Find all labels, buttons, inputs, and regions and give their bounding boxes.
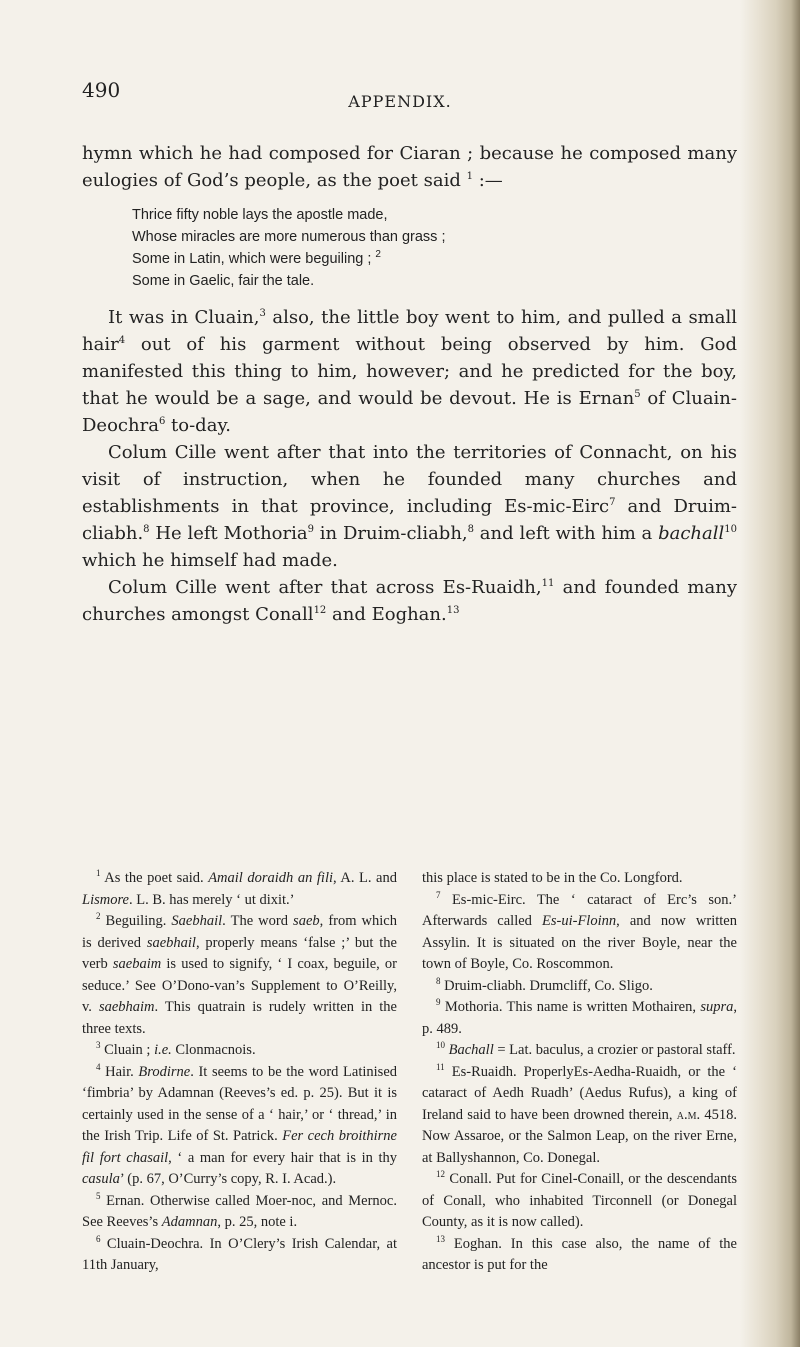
footnote-1 — [82, 868, 397, 911]
italic-term: saebhaim — [98, 999, 155, 1015]
note-num: 9 — [436, 997, 441, 1008]
text-span: in Druim-cliabh, — [314, 523, 468, 544]
note-num: 12 — [436, 1169, 445, 1180]
text-span: Ernan. Otherwise called Moer-noc, and Mernoc. See Reeves’s — [82, 1192, 397, 1230]
note-ref: 5 — [634, 389, 641, 400]
footnotes — [82, 868, 737, 1277]
text-span: As the poet said. — [100, 870, 209, 886]
text-span: Clonmacnois. — [171, 1042, 256, 1058]
page-edge-shadow — [740, 0, 800, 1347]
text-span: of Cluain-Deochra — [82, 388, 737, 436]
footnote-6-continued: this place is stated to be in the Co. Longford. — [422, 870, 683, 886]
page-number: 490 — [82, 78, 121, 102]
text-span: . The word — [222, 913, 294, 929]
small-caps-term: a.m. — [676, 1106, 701, 1123]
note-ref: 8 — [467, 524, 475, 535]
italic-term: saebhail — [146, 934, 196, 951]
text-span: Some in Latin, which were beguiling ; — [132, 251, 372, 267]
paragraph-3 — [82, 439, 737, 574]
text-span: Mothoria. This name is written Mothairen, — [440, 999, 701, 1015]
note-num: 8 — [436, 975, 441, 986]
text-span: and Eoghan. — [326, 604, 447, 625]
text-span: Colum Cille went after that across Es-Ruaidh, — [108, 577, 542, 598]
italic-term: saeb — [293, 913, 320, 929]
note-ref: 8 — [143, 524, 150, 535]
italic-term: Saebhail — [171, 913, 223, 929]
note-num: 7 — [436, 889, 441, 900]
note-ref: 3 — [259, 308, 266, 319]
text-span: . L. B. has merely ‘ ut dixit.’ — [129, 891, 295, 908]
text-span: ’ (p. 67, O’Curry’s copy, R. I. Acad.). — [119, 1171, 337, 1187]
italic-term: saebaim — [112, 956, 162, 972]
italic-term: Es-ui-Floinn — [542, 913, 617, 929]
text-span: Hair. — [100, 1063, 139, 1080]
note-num: 4 — [96, 1061, 101, 1072]
text-span: is used to signify, ‘ I coax, beguile, or seduce.’ See O’Dono-van’s Supplement to O’Reilly, v. — [82, 956, 398, 1015]
note-ref: 11 — [541, 578, 555, 589]
note-ref: 7 — [609, 497, 616, 508]
footnote-5 — [82, 1191, 397, 1234]
italic-term: Brodirne — [138, 1063, 191, 1080]
note-ref: 6 — [158, 416, 166, 427]
footnote-6 — [82, 1234, 397, 1277]
note-num: 1 — [96, 868, 101, 879]
note-num: 11 — [436, 1061, 445, 1072]
note-ref: 2 — [375, 249, 381, 261]
italic-term: bachall — [658, 523, 725, 544]
note-ref: 4 — [118, 335, 126, 346]
text-span: , and now written Assylin. It is situated on the river Boyle, near the town of Boyle, Co. Roscommon. — [422, 913, 737, 972]
text-span: Es-mic-Eirc. The ‘ cataract of Erc’s son.’ Afterwards called — [422, 891, 737, 929]
note-ref: 13 — [446, 605, 460, 616]
verse-line — [132, 248, 737, 270]
footnote-3 — [82, 1040, 397, 1062]
text-span: , properly means ‘false ;’ but the verb — [82, 934, 397, 972]
italic-term: Amail doraidh an fili — [208, 870, 334, 886]
italic-term: Lismore — [82, 891, 129, 908]
text-span: and left with him a — [474, 523, 659, 544]
text-span: Colum Cille went after that into the territories of Connacht, on his visit of instruction, when he founded many churches and establishments in that province, including Es-mic-Eirc — [82, 442, 737, 517]
text-span: Druim-cliabh. Drumcliff, Co. Sligo. — [440, 977, 653, 994]
text-span: :— — [472, 170, 503, 191]
text-span: also, the little boy went to him, and pulled a small hair — [82, 307, 737, 355]
text-span: . It seems to be the word Latinised ‘fimbria’ by Adamnan (Reeves’s ed. p. 25). But it is certainly used in the sense of a ‘ hair,’ or ‘ thread,’ in the Irish Trip. Life of St. Patrick. — [82, 1063, 398, 1144]
text-span: which he himself had made. — [82, 550, 338, 571]
note-ref: 1 — [466, 171, 473, 182]
text-span: to-day. — [165, 415, 231, 436]
text-span: He left Mothoria — [149, 523, 308, 544]
text-span: Eoghan. In this case also, the name of the ancestor is put for the — [422, 1235, 737, 1273]
text-span: Beguiling. — [100, 913, 172, 929]
text-span: Cluain ; — [100, 1042, 155, 1058]
text-span: , p. 25, note i. — [217, 1214, 298, 1230]
note-num: 10 — [436, 1040, 445, 1051]
text-span: Cluain-Deochra. In O’Clery’s Irish Calendar, at 11th January, — [82, 1235, 397, 1273]
text-span: , from which is derived — [82, 913, 397, 951]
note-num: 3 — [96, 1040, 101, 1051]
text-span: , ‘ a man for every hair that is in thy — [168, 1149, 398, 1166]
footnote-8 — [422, 976, 737, 998]
paragraph-1 — [82, 140, 737, 194]
paragraph-2 — [82, 304, 737, 439]
text-span: hymn which he had composed for Ciaran ; because he composed many eulogies of God’s people, as the poet said — [82, 143, 737, 191]
footnote-13 — [422, 1234, 737, 1277]
note-ref: 9 — [307, 524, 314, 535]
footnote-2 — [82, 911, 397, 1040]
verse-quatrain — [132, 204, 737, 292]
footnotes-right-column — [422, 868, 737, 1277]
text-span: and founded many churches amongst Conall — [82, 577, 737, 625]
footnote-9 — [422, 997, 737, 1040]
note-num: 13 — [436, 1233, 445, 1244]
verse-line: Whose miracles are more numerous than grass ; — [132, 229, 446, 245]
text-span: = Lat. baculus, a crozier or pastoral staff. — [493, 1042, 736, 1058]
footnote-12 — [422, 1169, 737, 1234]
text-span: 4518. Now Assaroe, or the Salmon Leap, on the river Erne, at Ballyshannon, Co. Donegal. — [422, 1106, 737, 1166]
text-span: Conall. Put for Cinel-Conaill, or the descendants of Conall, who inhabited Tirconnell (or Donegal County, as it is now called). — [422, 1171, 737, 1230]
footnote-4 — [82, 1062, 397, 1191]
note-ref: 12 — [313, 605, 327, 616]
note-num: 2 — [96, 911, 101, 922]
text-span: out of his garment without being observed by him. God manifested this thing to him, however; and he predicted for the boy, that he would be a sage, and would be devout. He is Ernan — [82, 334, 737, 409]
text-span: and Druim-cliabh. — [82, 496, 737, 544]
verse-line: Thrice fifty noble lays the apostle made, — [132, 207, 388, 223]
main-text — [82, 140, 737, 628]
note-num: 6 — [96, 1233, 101, 1244]
italic-term: supra — [700, 999, 734, 1015]
italic-term: Adamnan — [161, 1214, 218, 1230]
note-ref: 10 — [724, 524, 738, 535]
paragraph-4 — [82, 574, 737, 628]
footnote-10 — [422, 1040, 737, 1062]
footnote-7 — [422, 890, 737, 976]
italic-term: Fer cech broithirne fil fort chasail — [82, 1128, 397, 1166]
footnotes-left-column — [82, 868, 397, 1277]
italic-term: casula — [82, 1171, 120, 1187]
text-span: , A. L. and — [333, 870, 397, 886]
running-head: APPENDIX. — [348, 92, 452, 111]
text-span: . This quatrain is rudely written in the three texts. — [82, 999, 397, 1037]
verse-line: Some in Gaelic, fair the tale. — [132, 273, 315, 289]
text-span: , p. 489. — [422, 999, 737, 1037]
italic-term: i.e. — [154, 1042, 172, 1058]
text-span: It was in Cluain, — [108, 307, 260, 328]
note-num: 5 — [96, 1190, 101, 1201]
italic-term: Bachall — [448, 1042, 494, 1058]
footnote-11 — [422, 1062, 737, 1170]
text-span: Es-Ruaidh. ProperlyEs-Aedha-Ruaidh, or the ‘ cataract of Aedh Ruadh’ (Aedus Rufus), a king of Ireland said to have been drowned therein, — [422, 1063, 737, 1123]
